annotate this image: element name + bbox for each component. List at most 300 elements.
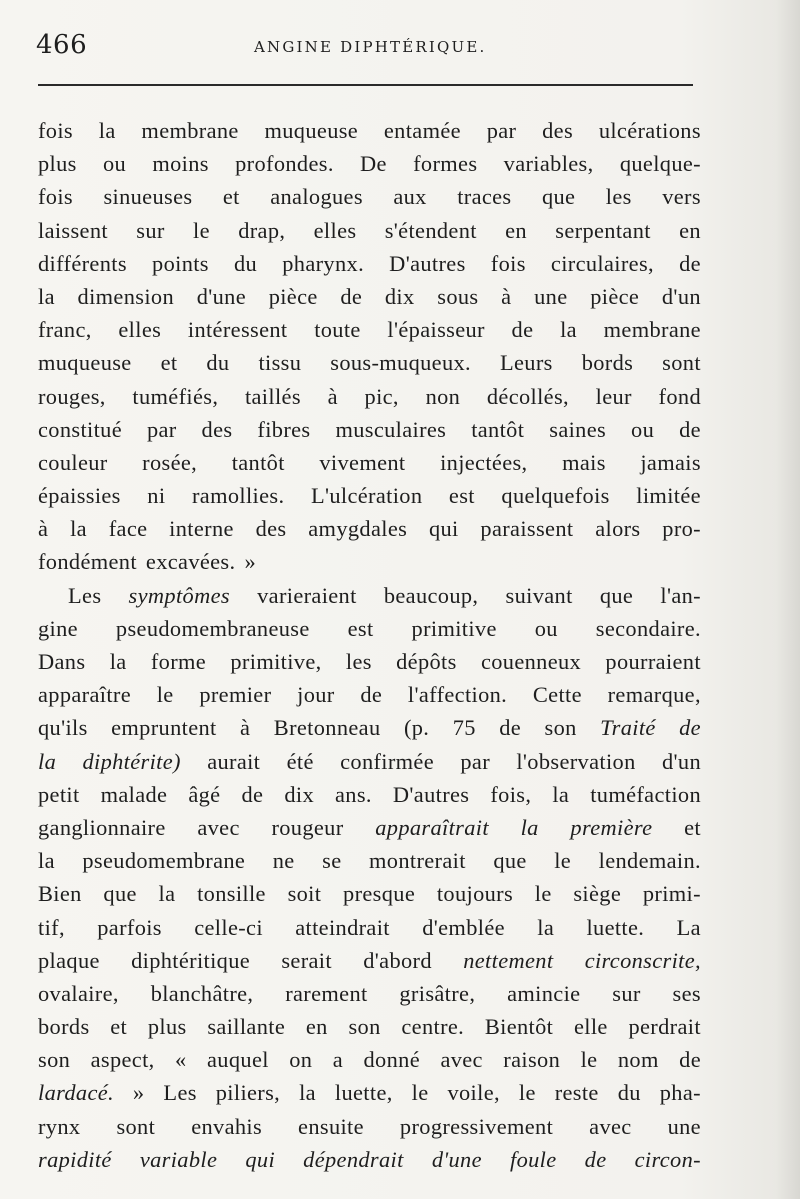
- word: primitive: [411, 615, 497, 641]
- word: serpentant: [555, 217, 651, 243]
- word: que: [493, 848, 527, 874]
- word: bords: [581, 350, 634, 376]
- word: de: [511, 317, 534, 343]
- word: ramollies.: [191, 483, 285, 509]
- word: elle: [574, 1014, 608, 1040]
- word: voile,: [447, 1080, 500, 1106]
- word: muqueuse: [264, 118, 359, 143]
- word: couenneux: [480, 649, 582, 674]
- word: tantôt: [471, 416, 525, 442]
- word: ganglionnaire: [38, 814, 166, 840]
- word: avec: [440, 1047, 483, 1073]
- word: analogues: [270, 184, 363, 210]
- word: qui: [245, 1146, 276, 1172]
- word: rouges,: [38, 383, 106, 409]
- word: pièce: [268, 283, 318, 309]
- text-line: [38, 313, 701, 346]
- text-line: [38, 811, 701, 844]
- word: rynx: [38, 1113, 81, 1139]
- word: à: [501, 283, 512, 309]
- word: fois: [38, 184, 73, 210]
- word: premier: [199, 682, 272, 708]
- word: fibres: [257, 416, 311, 442]
- word: la: [560, 317, 577, 343]
- word: Leurs: [499, 350, 553, 376]
- text-line: [38, 479, 701, 512]
- word: malade: [100, 781, 168, 807]
- word: musculaires: [335, 416, 447, 442]
- word: ni: [147, 483, 166, 509]
- word: alors: [595, 516, 641, 542]
- word: sur: [136, 217, 165, 243]
- word: (p.: [403, 715, 430, 741]
- word: vivement: [319, 449, 406, 475]
- word: décollés,: [486, 383, 569, 409]
- text-line: [38, 977, 701, 1010]
- word: aurait: [207, 748, 261, 774]
- running-head: ANGINE DIPHTÉRIQUE.: [254, 38, 487, 56]
- word: pic,: [364, 383, 399, 409]
- word: varieraient: [257, 582, 357, 608]
- word: empruntent: [111, 715, 217, 741]
- word: une: [667, 1113, 701, 1139]
- word: circulaires,: [550, 250, 654, 276]
- word: non: [425, 383, 461, 409]
- word: progressivement: [399, 1113, 554, 1139]
- word: plaque: [38, 947, 100, 973]
- text-line: [38, 214, 701, 247]
- text-line: [38, 512, 701, 545]
- word: fois,: [490, 781, 532, 807]
- word: diphtéritique: [131, 947, 251, 973]
- word: ulcérations: [598, 118, 701, 143]
- word: en: [505, 217, 527, 243]
- word: le: [156, 682, 174, 708]
- word: que: [599, 582, 634, 608]
- word: nettement: [463, 947, 554, 973]
- word: par: [146, 416, 177, 442]
- word: son: [544, 715, 577, 741]
- word: »: [244, 549, 256, 575]
- word: se: [322, 848, 342, 874]
- word: différents: [38, 250, 127, 276]
- word: muqueuse: [38, 350, 132, 376]
- word: formes: [413, 151, 478, 177]
- word: apparaîtrait: [375, 814, 489, 840]
- word: de: [360, 682, 383, 708]
- word: la: [38, 748, 57, 774]
- word: le: [411, 1080, 429, 1106]
- word: parfois: [97, 914, 162, 940]
- word: des: [255, 516, 287, 542]
- word: pharynx.: [282, 250, 365, 276]
- word: ans.: [335, 781, 372, 807]
- word: De: [360, 151, 387, 177]
- word: primi-: [642, 881, 701, 907]
- word: amincie: [507, 980, 581, 1006]
- word: par: [460, 748, 490, 774]
- word: plus: [38, 151, 77, 177]
- word: moins: [152, 151, 209, 177]
- word: siège: [573, 881, 622, 907]
- word: saillante: [207, 1014, 286, 1040]
- word: L'ulcération: [310, 483, 423, 509]
- word: l'observation: [516, 748, 636, 774]
- word: nom: [617, 1047, 659, 1073]
- word: fond: [658, 383, 701, 409]
- text-line: [38, 645, 701, 678]
- text-line: [38, 346, 701, 379]
- word: est: [448, 483, 475, 509]
- word: jour: [297, 682, 335, 708]
- word: primitive,: [230, 649, 322, 674]
- word: elles: [118, 317, 162, 343]
- word: âgé: [188, 781, 221, 807]
- word: membrane: [603, 317, 701, 343]
- word: tif,: [38, 914, 65, 940]
- word: D'autres: [392, 781, 470, 807]
- word: la: [552, 781, 570, 807]
- word: dépendrait: [303, 1146, 404, 1172]
- word: tuméfiés,: [132, 383, 219, 409]
- word: de: [679, 250, 701, 276]
- word: apparaître: [38, 682, 131, 708]
- word: Cette: [532, 682, 582, 708]
- word: ses: [672, 980, 701, 1006]
- word: l'affection.: [407, 682, 508, 708]
- text-line: [38, 711, 701, 744]
- word: qu'ils: [38, 715, 88, 741]
- word: a: [332, 1047, 344, 1073]
- word: tonsille: [197, 881, 266, 907]
- word: symptômes: [128, 582, 230, 608]
- word: aux: [393, 184, 427, 210]
- text-line: [38, 579, 701, 612]
- word: rougeur: [271, 814, 344, 840]
- word: petit: [38, 781, 80, 807]
- word: profondes.: [235, 151, 334, 177]
- word: de: [499, 715, 522, 741]
- word: l'épaisseur: [387, 317, 485, 343]
- word: rapidité: [38, 1146, 112, 1172]
- word: remarque,: [607, 682, 701, 708]
- word: circonscrite,: [584, 947, 701, 973]
- word: sur: [612, 980, 641, 1006]
- word: la: [299, 1080, 316, 1106]
- word: envahis: [191, 1113, 263, 1139]
- word: points: [152, 250, 209, 276]
- text-line: [38, 911, 701, 944]
- text-line: [38, 180, 701, 213]
- word: fois: [38, 118, 73, 143]
- word: la: [158, 881, 176, 907]
- word: atteindrait: [295, 914, 390, 940]
- word: des: [542, 118, 574, 143]
- text-line: [38, 678, 701, 711]
- word: en: [679, 217, 701, 243]
- word: qui: [428, 516, 459, 542]
- word: sous-muqueux.: [330, 350, 472, 376]
- word: la: [109, 649, 127, 674]
- word: suivant: [505, 582, 573, 608]
- word: pseudomembraneuse: [115, 615, 310, 641]
- word: D'autres: [389, 250, 466, 276]
- text-line: [38, 1076, 701, 1109]
- word: grisâtre,: [399, 980, 476, 1006]
- word: tuméfaction: [590, 781, 701, 807]
- word: pourraient: [605, 649, 701, 674]
- word: circon-: [634, 1146, 701, 1172]
- word: sous: [437, 283, 479, 309]
- word: du: [617, 1080, 641, 1106]
- word: gine: [38, 615, 78, 641]
- word: jamais: [640, 449, 701, 475]
- word: confirmée: [340, 748, 435, 774]
- word: plus: [147, 1014, 187, 1040]
- word: quelque-: [619, 151, 701, 177]
- word: d'un: [661, 748, 701, 774]
- word: avec: [589, 1113, 632, 1139]
- word: blanchâtre,: [150, 980, 254, 1006]
- word: une: [534, 283, 568, 309]
- word: toute: [314, 317, 361, 343]
- word: taillés: [244, 383, 301, 409]
- word: ovalaire,: [38, 980, 119, 1006]
- word: sont: [116, 1113, 156, 1139]
- word: dimension: [77, 283, 174, 309]
- word: Les: [68, 582, 102, 608]
- body-text: [38, 114, 701, 1176]
- word: tissu: [258, 350, 302, 376]
- text-line: [38, 877, 701, 910]
- word: elles: [313, 217, 357, 243]
- word: vers: [662, 184, 701, 210]
- word: son: [38, 1047, 71, 1073]
- text-line: [38, 844, 701, 877]
- page-header: [36, 30, 698, 64]
- word: celle-ci: [194, 914, 263, 940]
- word: toujours: [436, 881, 514, 907]
- word: lardacé.: [38, 1080, 114, 1106]
- word: paraissent: [480, 516, 574, 542]
- text-line: [38, 745, 701, 778]
- word: leur: [595, 383, 632, 409]
- word: que: [541, 184, 576, 210]
- word: la: [38, 848, 55, 874]
- text-line: [38, 446, 701, 479]
- text-line: [38, 280, 701, 313]
- text-line: [38, 1110, 701, 1143]
- word: de: [679, 1047, 701, 1073]
- word: ne: [272, 848, 295, 874]
- word: diphtérite): [82, 748, 181, 774]
- word: Dans: [38, 649, 86, 674]
- word: avec: [197, 814, 240, 840]
- word: entamée: [383, 118, 461, 143]
- word: Traité: [600, 715, 656, 741]
- word: de: [241, 781, 264, 807]
- word: du: [234, 250, 258, 276]
- word: du: [206, 350, 230, 376]
- word: couleur: [38, 449, 108, 475]
- word: luette,: [334, 1080, 393, 1106]
- word: ensuite: [298, 1113, 364, 1139]
- header-rule: [38, 84, 693, 86]
- word: foule: [510, 1146, 557, 1172]
- word: de: [679, 715, 701, 741]
- word: membrane: [141, 118, 239, 143]
- word: le: [518, 1080, 536, 1106]
- word: constitué: [38, 416, 122, 442]
- word: été: [286, 748, 314, 774]
- word: presque: [343, 881, 416, 907]
- word: forme: [150, 649, 207, 674]
- word: «: [175, 1047, 187, 1073]
- word: pro-: [662, 516, 701, 542]
- word: l'an-: [660, 582, 701, 608]
- word: Bientôt: [484, 1014, 554, 1040]
- word: beaucoup,: [383, 582, 479, 608]
- word: Les: [163, 1080, 197, 1106]
- word: à: [240, 715, 251, 741]
- word: lendemain.: [598, 848, 701, 874]
- word: luette.: [586, 914, 645, 940]
- word: auquel: [207, 1047, 269, 1073]
- text-line: [38, 1043, 701, 1076]
- word: d'emblée: [422, 914, 505, 940]
- word: les: [345, 649, 372, 674]
- word: et: [684, 814, 701, 840]
- word: face: [108, 516, 148, 542]
- text-line: [38, 380, 701, 413]
- page-number: 466: [36, 30, 88, 60]
- word: et: [222, 184, 240, 210]
- word: dix: [384, 283, 415, 309]
- word: de: [584, 1146, 607, 1172]
- word: la: [98, 118, 116, 143]
- word: d'une: [196, 283, 246, 309]
- word: »: [132, 1080, 145, 1106]
- word: drap,: [238, 217, 286, 243]
- word: mais: [562, 449, 606, 475]
- word: d'abord: [363, 947, 432, 973]
- word: sont: [662, 350, 701, 376]
- word: sinueuses: [103, 184, 193, 210]
- word: les: [605, 184, 632, 210]
- word: le: [534, 881, 552, 907]
- word: quelquefois: [501, 483, 610, 509]
- text-line: [38, 778, 701, 811]
- word: rarement: [285, 980, 368, 1006]
- word: rosée,: [142, 449, 198, 475]
- word: variable: [139, 1146, 218, 1172]
- word: par: [486, 118, 517, 143]
- word: en: [305, 1014, 328, 1040]
- word: limitée: [636, 483, 701, 509]
- text-line: [38, 545, 701, 578]
- word: piliers,: [215, 1080, 281, 1106]
- word: de: [340, 283, 363, 309]
- word: bords: [38, 1014, 90, 1040]
- word: Bien: [38, 881, 82, 907]
- word: injectées,: [440, 449, 528, 475]
- text-line: [38, 1143, 701, 1176]
- word: le: [193, 217, 210, 243]
- word: reste: [554, 1080, 599, 1106]
- word: le: [554, 848, 572, 874]
- text-line: [38, 1010, 701, 1043]
- word: ou: [534, 615, 558, 641]
- word: perdrait: [628, 1014, 701, 1040]
- word: excavées.: [145, 549, 236, 575]
- text-line: [38, 114, 701, 147]
- word: ou: [103, 151, 127, 177]
- word: des: [201, 416, 233, 442]
- word: d'un: [661, 283, 701, 309]
- word: aspect,: [90, 1047, 155, 1073]
- word: fondément: [38, 549, 137, 575]
- word: laissent: [38, 217, 108, 243]
- word: raison: [503, 1047, 561, 1073]
- word: pièce: [590, 283, 640, 309]
- word: s'étendent: [384, 217, 477, 243]
- text-line: [38, 612, 701, 645]
- text-line: [38, 247, 701, 280]
- word: donné: [363, 1047, 420, 1073]
- word: La: [676, 914, 701, 940]
- word: ou: [631, 416, 655, 442]
- word: traces: [457, 184, 512, 210]
- word: secondaire.: [595, 615, 701, 641]
- word: le: [580, 1047, 598, 1073]
- word: à: [38, 516, 49, 542]
- word: première: [570, 814, 653, 840]
- word: la: [70, 516, 87, 542]
- word: d'une: [431, 1146, 482, 1172]
- word: pseudomembrane: [82, 848, 246, 874]
- word: montrerait: [369, 848, 466, 874]
- word: 75: [452, 715, 476, 741]
- word: intéressent: [187, 317, 288, 343]
- word: et: [160, 350, 178, 376]
- word: de: [679, 416, 701, 442]
- word: franc,: [38, 317, 92, 343]
- word: Bretonneau: [273, 715, 381, 741]
- word: centre.: [401, 1014, 465, 1040]
- word: saines: [549, 416, 607, 442]
- word: la: [537, 914, 555, 940]
- word: est: [347, 615, 374, 641]
- word: à: [327, 383, 338, 409]
- word: et: [110, 1014, 128, 1040]
- word: la: [520, 814, 539, 840]
- word: serait: [281, 947, 332, 973]
- word: amygdales: [308, 516, 408, 542]
- word: fois: [490, 250, 526, 276]
- word: pha-: [659, 1080, 701, 1106]
- text-line: [38, 944, 701, 977]
- word: dix: [284, 781, 314, 807]
- word: dépôts: [396, 649, 457, 674]
- word: que: [103, 881, 137, 907]
- text-line: [38, 413, 701, 446]
- text-line: [38, 147, 701, 180]
- word: la: [38, 283, 55, 309]
- word: variables,: [503, 151, 594, 177]
- word: on: [289, 1047, 313, 1073]
- word: épaissies: [38, 483, 121, 509]
- word: soit: [287, 881, 322, 907]
